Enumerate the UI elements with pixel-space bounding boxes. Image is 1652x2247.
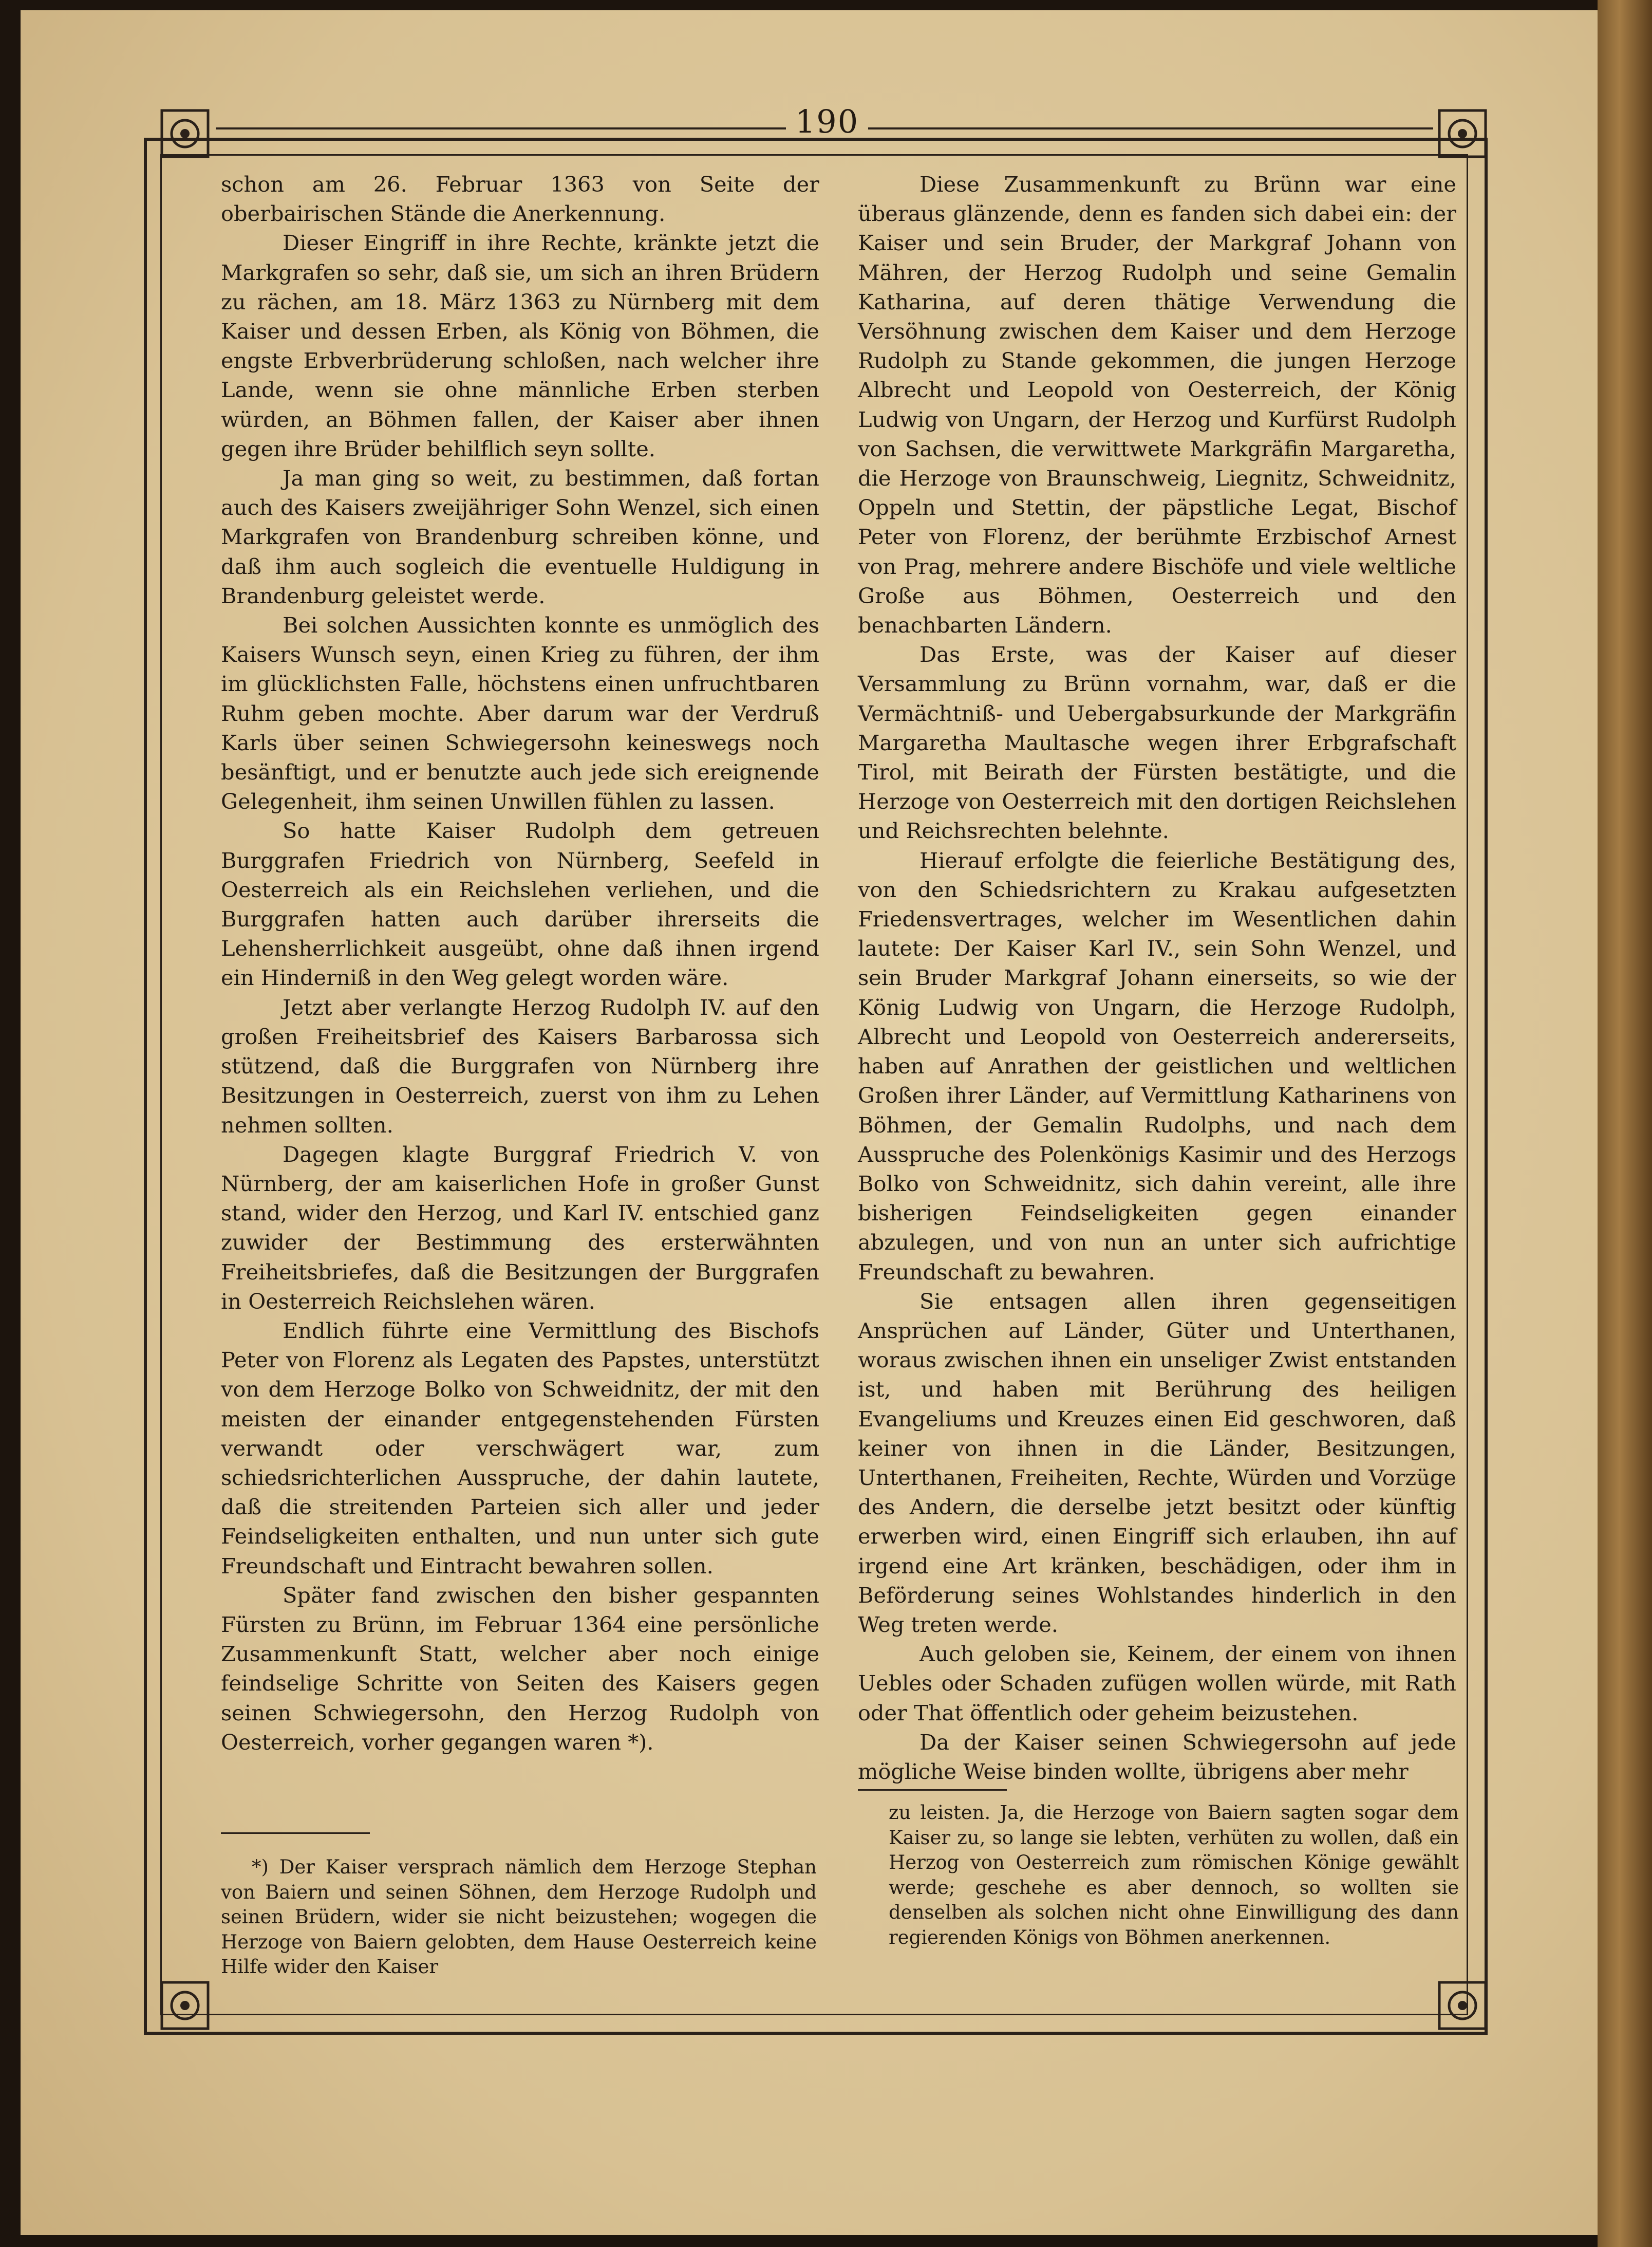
paragraph: Endlich führte eine Vermittlung des Bischofs Peter von Florenz als Legaten des Papstes, unterstützt von dem Herzoge Bolko von Schweidnitz, der mit den meisten der einander entgegenstehenden Fürsten verwandt oder verschwägert war, zum schiedsrichterlichen Ausspruche, der dahin lautete, daß die streitenden Parteien sich aller und jeder Feindseligkeiten enthalten, und nun unter sich gute Freundschaft und Eintracht bewahren sollen. bbox=[221, 1317, 819, 1579]
paragraph: schon am 26. Februar 1363 von Seite der oberbairischen Stände die Anerkennung. bbox=[221, 172, 819, 227]
paragraph: Dieser Eingriff in ihre Rechte, kränkte jetzt die Markgrafen so sehr, daß sie, um sich an ihren Brüdern zu rächen, am 18. März 1363 zu Nürnberg mit dem Kaiser und dessen Erben, als König von Böhmen, die engste Erbverbrüderung schloßen, nach welcher ihre Lande, wenn sie ohne männliche Erben sterben würden, an Böhmen fallen, der Kaiser aber ihnen gegen ihre Brüder behilflich seyn sollte. bbox=[221, 230, 819, 461]
corner-ornament-top-left bbox=[157, 105, 213, 162]
paragraph: Das Erste, was der Kaiser auf dieser Versammlung zu Brünn vornahm, war, daß er die Vermächtniß- und Uebergabsurkunde der Markgräfin Margaretha Maultasche wegen ihrer Erbgrafschaft Tirol, mit Beirath der Fürsten bestätigte, und die Herzoge von Oesterreich mit den dortigen Reichslehen und Reichsrechten belehnte. bbox=[858, 642, 1456, 844]
paragraph: Da der Kaiser seinen Schwiegersohn auf jede mögliche Weise binden wollte, übrigens aber mehr bbox=[858, 1729, 1456, 1784]
footnote-right bbox=[889, 1800, 1459, 1950]
paragraph: Hierauf erfolgte die feierliche Bestätigung des, von den Schiedsrichtern zu Krakau aufgesetzten Friedensvertrages, welcher im Wesentlichen dahin lautete: Der Kaiser Karl IV., sein Sohn Wenzel, und sein Bruder Markgraf Johann einerseits, so wie der König Ludwig von Ungarn, die Herzoge Rudolph, Albrecht und Leopold von Oesterreich andererseits, haben auf Anrathen der geistlichen und weltlichen Großen ihrer Länder, auf Vermittlung Katharinens von Böhmen, der Gemalin Rudolphs, und nach dem Ausspruche des Polenkönigs Kasimir und des Herzogs Bolko von Schweidnitz, sich dahin vereint, alle ihre bisherigen Feindseligkeiten gegen einander abzulegen, und von nun an unter sich aufrichtige Freundschaft zu bewahren. bbox=[858, 847, 1456, 1285]
left-column bbox=[221, 170, 819, 1757]
paragraph: Dagegen klagte Burggraf Friedrich V. von Nürnberg, der am kaiserlichen Hofe in großer Gunst stand, wider den Herzog, und Karl IV. entschied ganz zuwider der Bestimmung des ersterwähnten Freiheitsbriefes, daß die Besitzungen der Burggrafen in Oesterreich Reichslehen wären. bbox=[221, 1141, 819, 1314]
corner-ornament-bottom-left bbox=[157, 1977, 213, 2034]
paragraph: Später fand zwischen den bisher gespannten Fürsten zu Brünn, im Februar 1364 eine persönliche Zusammenkunft Statt, welcher aber noch einige feindselige Schritte von Seiten des Kaisers gegen seinen Schwiegersohn, den Herzog Rudolph von Oesterreich, vorher gegangen waren *). bbox=[221, 1582, 819, 1755]
header-rule-right bbox=[868, 127, 1433, 141]
footnote-rule-right bbox=[858, 1789, 1007, 1791]
corner-ornament-top-right bbox=[1434, 105, 1491, 162]
paragraph: Ja man ging so weit, zu bestimmen, daß fortan auch des Kaisers zweijähriger Sohn Wenzel, sich einen Markgrafen von Brandenburg schreiben könne, und daß ihm auch sogleich die eventuelle Huldigung in Brandenburg geleistet werde. bbox=[221, 466, 819, 608]
paragraph: Diese Zusammenkunft zu Brünn war eine überaus glänzende, denn es fanden sich dabei ein: der Kaiser und sein Bruder, der Markgraf Johann von Mähren, der Herzog Rudolph und seine Gemalin Katharina, auf deren thätige Verwendung die Versöhnung zwischen dem Kaiser und dem Herzoge Rudolph zu Stande gekommen, die jungen Herzoge Albrecht und Leopold von Oesterreich, der König Ludwig von Ungarn, der Herzog und Kurfürst Rudolph von Sachsen, die verwittwete Markgräfin Margaretha, die Herzoge von Braunschweig, Liegnitz, Schweidnitz, Oppeln und Stettin, der päpstliche Legat, Bischof Peter von Florenz, der berühmte Erzbischof Arnest von Prag, mehrere andere Bischöfe und viele weltliche Große aus Böhmen, Oesterreich und den benachbarten Ländern. bbox=[858, 172, 1456, 638]
paragraph: Auch geloben sie, Keinem, der einem von ihnen Uebles oder Schaden zufügen wollen würde, mit Rath oder That öffentlich oder geheim beizustehen. bbox=[858, 1641, 1456, 1725]
footnote-left bbox=[221, 1855, 817, 1980]
paragraph: Bei solchen Aussichten konnte es unmöglich des Kaisers Wunsch seyn, einen Krieg zu führen, der ihm im glücklichsten Falle, höchstens einen unfruchtbaren Ruhm geben mochte. Aber darum war der Verdruß Karls über seinen Schwiegersohn keineswegs noch besänftigt, und er benutzte auch jede sich ereignende Gelegenheit, ihm seinen Unwillen fühlen zu lassen. bbox=[221, 612, 819, 814]
page-number: 190 bbox=[795, 103, 859, 140]
header-rule-left bbox=[216, 127, 786, 141]
book-spine bbox=[1598, 0, 1652, 2247]
footnote-text: zu leisten. Ja, die Herzoge von Baiern sagten sogar dem Kaiser zu, so lange sie lebten, verhüten zu wollen, daß ein Herzog von Oesterreich zum römischen Könige gewählt werde; geschehe es aber dennoch, so wollten sie denselben als solchen nicht ohne Einwilligung des dann regierenden Königs von Böhmen anerkennen. bbox=[889, 1802, 1459, 1948]
paragraph: Jetzt aber verlangte Herzog Rudolph IV. auf den großen Freiheitsbrief des Kaisers Barbarossa sich stützend, daß die Burggrafen von Nürnberg ihre Besitzungen in Oesterreich, zuerst von ihm zu Lehen nehmen sollten. bbox=[221, 994, 819, 1138]
corner-ornament-bottom-right bbox=[1434, 1977, 1491, 2034]
paragraph: Sie entsagen allen ihren gegenseitigen Ansprüchen auf Länder, Güter und Unterthanen, woraus zwischen ihnen ein unseliger Zwist entstanden ist, und haben mit Berührung des heiligen Evangeliums und Kreuzes einen Eid geschworen, daß keiner von ihnen in die Länder, Besitzungen, Unterthanen, Freiheiten, Rechte, Würden und Vorzüge des Andern, die derselbe jetzt besitzt oder künftig erwerben wird, einen Eingriff sich erlauben, ihn auf irgend eine Art kränken, beschädigen, oder ihm in Beförderung seines Wohlstandes hinderlich in den Weg treten werde. bbox=[858, 1288, 1456, 1637]
right-column bbox=[858, 170, 1456, 1786]
footnote-text: *) Der Kaiser versprach nämlich dem Herzoge Stephan von Baiern und seinen Söhnen, dem Herzoge Rudolph und seinen Brüdern, wider sie nicht beizustehen; wogegen die Herzoge von Baiern gelobten, dem Hause Oesterreich keine Hilfe wider den Kaiser bbox=[221, 1856, 817, 1978]
paragraph: So hatte Kaiser Rudolph dem getreuen Burggrafen Friedrich von Nürnberg, Seefeld in Oesterreich als ein Reichslehen verliehen, und die Burggrafen hatten auch darüber ihrerseits die Lehensherrlichkeit ausgeübt, ohne daß ihnen irgend ein Hinderniß in den Weg gelegt worden wäre. bbox=[221, 818, 819, 991]
footnote-rule-left bbox=[221, 1832, 370, 1834]
